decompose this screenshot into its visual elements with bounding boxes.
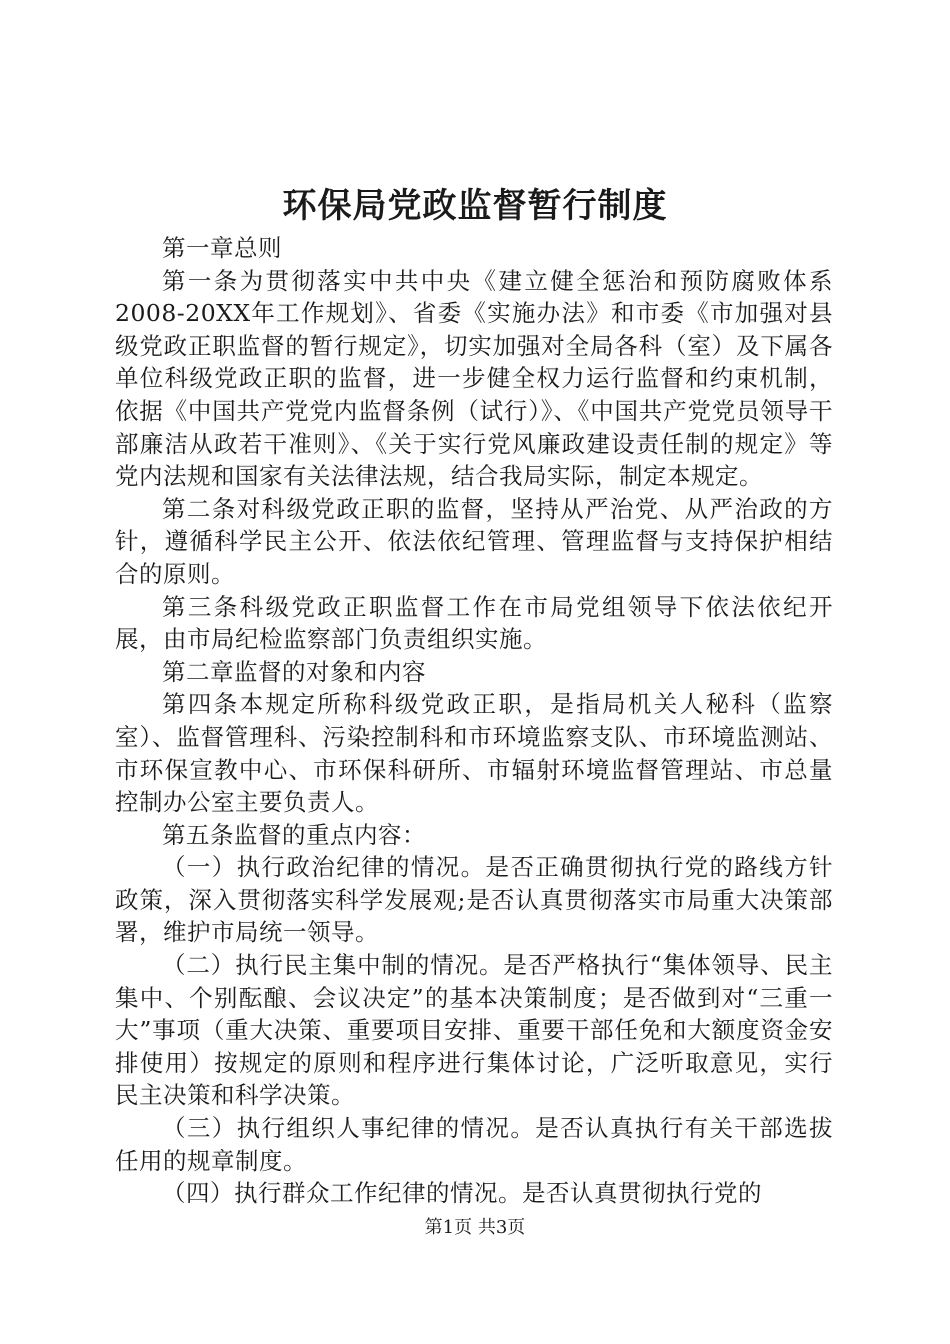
paragraph: （四）执行群众工作纪律的情况。是否认真贯彻执行党的: [162, 1179, 762, 1208]
paragraph: 第三条科级党政正职监督工作在市局党组领导下依法依纪开展，由市局纪检监察部门负责组织实施。: [115, 592, 833, 654]
document-body: [115, 232, 833, 1210]
paragraph: 第四条本规定所称科级党政正职，是指局机关人秘科（监察室）、监督管理科、污染控制科和市环境监察支队、市环境监测站、市环保宣教中心、市环保科研所、市辐射环境监督管理站、市总量控制办公室主要负责人。: [115, 690, 833, 817]
paragraph: 第五条监督的重点内容：: [162, 820, 426, 849]
document-title: 环保局党政监督暂行制度: [282, 186, 668, 226]
paragraph: （一）执行政治纪律的情况。是否正确贯彻执行党的路线方针政策，深入贯彻落实科学发展观;是否认真贯彻落实市局重大决策部署，维护市局统一领导。: [115, 853, 833, 947]
chapter-heading: 第二章监督的对象和内容: [162, 657, 426, 686]
paragraph: 第一条为贯彻落实中共中央《建立健全惩治和预防腐败体系2008-20XX年工作规划》、省委《实施办法》和市委《市加强对县级党政正职监督的暂行规定》，切实加强对全局各科（室）及下属各单位科级党政正职的监督，进一步健全权力运行监督和约束机制，依据《中国共产党党内监督条例（试行）》、《中国共产党党员领导干部廉洁从政若干准则》、《关于实行党风廉政建设责任制的规定》等党内法规和国家有关法律法规，结合我局实际，制定本规定。: [115, 266, 833, 491]
chapter-heading: 第一章总则: [162, 234, 282, 262]
page-indicator: 第1页 共3页: [424, 1217, 526, 1238]
paragraph: （三）执行组织人事纪律的情况。是否认真执行有关干部选拔任用的规章制度。: [115, 1114, 833, 1175]
paragraph: 第二条对科级党政正职的监督，坚持从严治党、从严治政的方针，遵循科学民主公开、依法依纪管理、管理监督与支持保护相结合的原则。: [115, 494, 833, 588]
paragraph: （二）执行民主集中制的情况。是否严格执行“集体领导、民主集中、个别酝酿、会议决定”的基本决策制度；是否做到对“三重一大”事项（重大决策、重要项目安排、重要干部任免和大额度资金安排使用）按规定的原则和程序进行集体讨论，广泛听取意见，实行民主决策和科学决策。: [115, 951, 833, 1110]
